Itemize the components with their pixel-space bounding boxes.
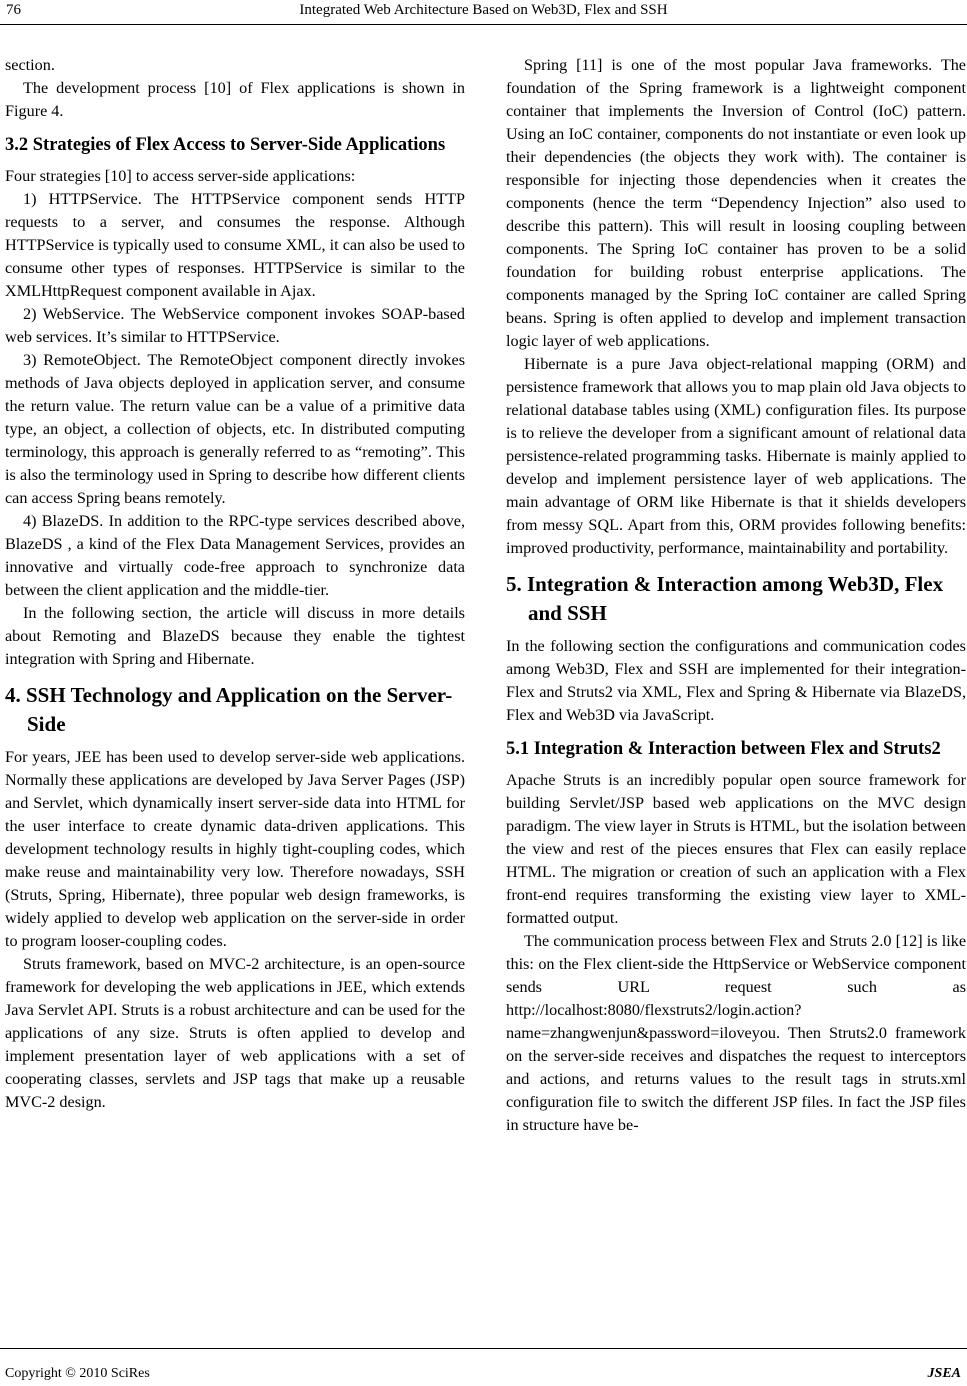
- right-column: [506, 54, 966, 1137]
- paragraph: 3) RemoteObject. The RemoteObject component directly invokes methods of Java objects deployed in application server, and consume the return value. The return value can be a value of a primitive data type, an object, a collection of objects, etc. In distributed computing terminology, this approach is generally referred to as “remoting”. This is also the terminology used in Spring to describe how different clients can access Spring beans remotely.: [5, 351, 465, 507]
- section-heading-5-1: 5.1 Integration & Interaction between Flex and Struts2: [506, 739, 941, 759]
- paragraph: Spring [11] is one of the most popular Java frameworks. The foundation of the Spring framework is a lightweight component container that implements the Inversion of Control (IoC) pattern. Using an IoC container, components do not instantiate or even look up their dependencies (the objects they work with). The container is responsible for injecting those dependencies when it creates the components (hence the term “Dependency Injection” also used to describe this pattern). This will result in loosing coupling between components. The Spring IoC container has proven to be a solid foundation for building robust enterprise applications. The components managed by the Spring IoC container are called Spring beans. Spring is often applied to develop and implement transaction logic layer of web applications.: [506, 56, 966, 350]
- running-header: [0, 0, 967, 24]
- paragraph: Apache Struts is an incredibly popular open source framework for building Servlet/JSP based web applications on the MVC design paradigm. The view layer in Struts is HTML, but the isolation between the view and rest of the pieces ensures that Flex can easily replace HTML. The migration or creation of such an application with a Flex front-end requires transforming the existing view layer to XML-formatted output.: [506, 771, 966, 927]
- paragraph: Struts framework, based on MVC-2 architecture, is an open-source framework for developing the web applications in JEE, which extends Java Servlet API. Struts is a robust architecture and can be used for the applications of any size. Struts is often applied to develop and implement presentation layer of web applications with a set of cooperating classes, servlets and JSP tags that make up a reusable MVC-2 design.: [5, 955, 465, 1111]
- footer-rule: [0, 1348, 967, 1349]
- journal-abbrev: JSEA: [927, 1366, 961, 1381]
- section-heading-5: 5. Integration & Interaction among Web3D, Flex and SSH: [506, 572, 944, 625]
- left-column: [5, 54, 465, 1114]
- page-footer: [0, 1348, 967, 1386]
- paragraph: 4) BlazeDS. In addition to the RPC-type services described above, BlazeDS , a kind of the Flex Data Management Services, provides an innovative and virtually code-free approach to synchronize data between the client application and the middle-tier.: [5, 512, 465, 599]
- header-rule: [0, 24, 967, 25]
- paragraph: section.: [5, 56, 55, 74]
- paragraph: The development process [10] of Flex applications is shown in Figure 4.: [5, 79, 465, 120]
- paragraph: In the following section, the article will discuss in more details about Remoting and BlazeDS because they enable the tightest integration with Spring and Hibernate.: [5, 604, 465, 668]
- paragraph: Hibernate is a pure Java object-relational mapping (ORM) and persistence framework that allows you to map plain old Java objects to relational database tables using (XML) configuration files. Its purpose is to relieve the developer from a significant amount of relational data persistence-related programming tasks. Hibernate is mainly applied to develop and implement persistence layer of web applications. The main advantage of ORM like Hibernate is that it shields developers from messy SQL. Apart from this, ORM provides following benefits: improved productivity, performance, maintainability and portability.: [506, 355, 966, 557]
- paragraph: 1) HTTPService. The HTTPService component sends HTTP requests to a server, and consumes the response. Although HTTPService is typically used to consume XML, it can also be used to consume other types of responses. HTTPService is similar to the XMLHttpRequest component available in Ajax.: [5, 190, 465, 300]
- paragraph: Four strategies [10] to access server-side applications:: [5, 167, 356, 185]
- page-number: 76: [6, 2, 21, 18]
- paragraph: In the following section the configurations and communication codes among Web3D, Flex and SSH are implemented for their integration-Flex and Struts2 via XML, Flex and Spring & Hibernate via BlazeDS, Flex and Web3D via JavaScript.: [506, 637, 966, 724]
- paragraph: The communication process between Flex and Struts 2.0 [12] is like this: on the Flex client-side the HttpService or WebService component sends URL request such as http://localhost:8080/flexstruts2/login.action?name=zhangwenjun&password=iloveyou. Then Struts2.0 framework on the server-side receives and dispatches the request to interceptors and actions, and returns values to the result tags in struts.xml configuration file to switch the different JSP files. In fact the JSP files in structure have be-: [506, 932, 966, 1134]
- running-title: Integrated Web Architecture Based on Web3D, Flex and SSH: [299, 2, 668, 18]
- section-heading-3-2: 3.2 Strategies of Flex Access to Server-Side Applications: [5, 135, 446, 155]
- paragraph: For years, JEE has been used to develop server-side web applications. Normally these applications are developed by Java Server Pages (JSP) and Servlet, which dynamically insert server-side data into HTML for the user interface to create dynamic data-driven applications. This development technology results in highly tight-coupling codes, which make reuse and maintainability very low. Therefore nowadays, SSH (Struts, Spring, Hibernate), three popular web design frameworks, is widely applied to develop web application on the server-side in order to program looser-coupling codes.: [5, 748, 465, 950]
- copyright-notice: Copyright © 2010 SciRes: [5, 1366, 150, 1381]
- paragraph: 2) WebService. The WebService component invokes SOAP-based web services. It’s similar to HTTPService.: [5, 305, 465, 346]
- section-heading-4: 4. SSH Technology and Application on the Server-Side: [5, 683, 453, 736]
